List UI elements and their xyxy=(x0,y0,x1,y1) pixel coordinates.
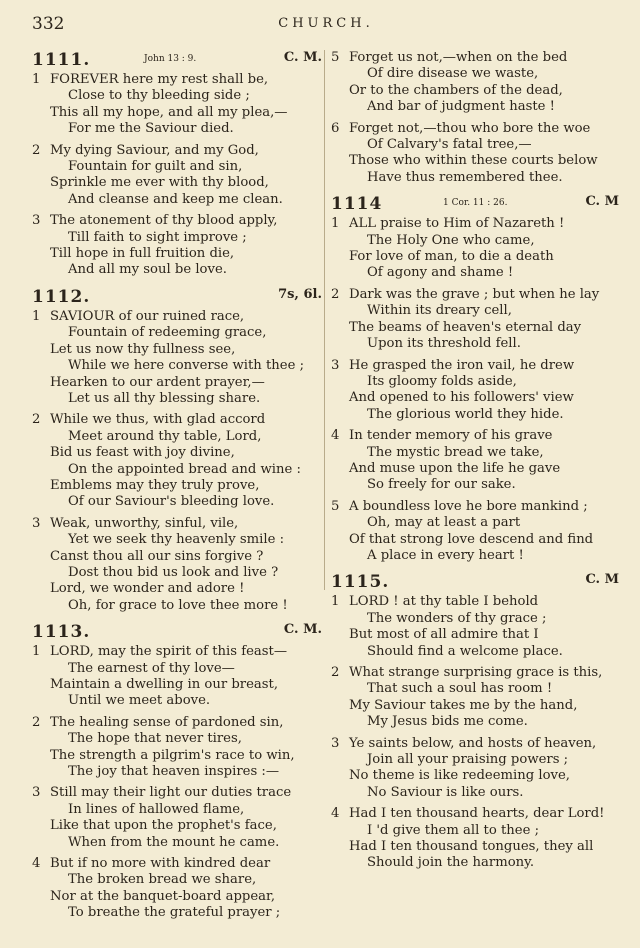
verse-number: 3 xyxy=(32,213,41,229)
verse-line xyxy=(32,192,322,208)
stanza xyxy=(331,499,619,565)
hymn-header xyxy=(331,194,619,214)
verse-line xyxy=(32,375,322,391)
verse-line xyxy=(32,835,322,851)
verse-text: But most of all admire that I xyxy=(349,627,539,643)
verse-line xyxy=(32,325,322,341)
verse-text: A place in every heart ! xyxy=(367,547,524,563)
verse-line xyxy=(331,170,619,186)
verse-text: The wonders of thy grace ; xyxy=(367,610,547,626)
verse-text: And all my soul be love. xyxy=(68,262,227,278)
hymn-number: 1113. xyxy=(32,622,91,643)
verse-line xyxy=(331,265,619,281)
verse-number: 3 xyxy=(331,735,340,751)
verse-number: 2 xyxy=(32,714,41,730)
hymn-number: 1112. xyxy=(32,286,91,307)
verse-line xyxy=(32,429,322,445)
verse-text: In tender memory of his grave xyxy=(349,428,553,444)
verse-text: The Holy One who came, xyxy=(367,232,535,248)
verse-line xyxy=(32,175,322,191)
verse-line xyxy=(32,246,322,262)
verse-line xyxy=(32,818,322,834)
verse-text: Dark was the grave ; but when he lay xyxy=(349,286,600,302)
verse-number: 3 xyxy=(32,515,41,531)
verse-line xyxy=(32,785,322,801)
verse-text: And bar of judgment haste ! xyxy=(367,99,555,115)
verse-text: What strange surprising grace is this, xyxy=(349,665,603,680)
verse-line xyxy=(32,412,322,428)
verse-line xyxy=(32,72,322,88)
verse-line xyxy=(331,594,619,610)
hymn-header xyxy=(32,622,322,642)
verse-line xyxy=(32,872,322,888)
verse-text: Of that strong love descend and find xyxy=(349,531,594,547)
verse-text: The joy that heaven inspires :— xyxy=(68,764,280,780)
verse-text: And cleanse and keep me clean. xyxy=(68,191,283,207)
verse-text: Forget not,—thou who bore the woe xyxy=(349,120,591,136)
verse-number: 2 xyxy=(331,286,340,302)
verse-line xyxy=(32,143,322,159)
verse-line xyxy=(331,407,619,423)
stanza xyxy=(331,358,619,424)
stanza xyxy=(32,715,322,781)
verse-number: 1 xyxy=(32,72,41,87)
verse-text: Sprinkle me ever with thy blood, xyxy=(50,175,269,191)
verse-number: 3 xyxy=(331,357,340,373)
verse-line xyxy=(331,216,619,232)
hymn xyxy=(331,50,619,186)
hymn-meter: C. M xyxy=(585,194,619,210)
verse-text: The healing sense of pardoned sin, xyxy=(50,714,284,730)
stanza xyxy=(331,736,619,802)
hymn xyxy=(32,287,322,614)
verse-text: Fountain of redeeming grace, xyxy=(68,325,267,341)
stanza xyxy=(32,72,322,138)
verse-text: So freely for our sake. xyxy=(367,477,516,493)
verse-text: In lines of hallowed flame, xyxy=(68,801,245,817)
verse-number: 2 xyxy=(32,142,41,158)
verse-line xyxy=(32,462,322,478)
verse-line xyxy=(32,661,322,677)
verse-line xyxy=(331,477,619,493)
verse-number: 6 xyxy=(331,120,340,136)
hymn-meter: 7s, 6l. xyxy=(278,286,322,302)
verse-text: Let us all thy blessing share. xyxy=(68,390,261,406)
verse-line xyxy=(331,644,619,660)
verse-line xyxy=(331,445,619,461)
stanza xyxy=(32,516,322,614)
verse-line xyxy=(32,598,322,614)
verse-line xyxy=(32,532,322,548)
verse-number: 2 xyxy=(331,665,340,680)
verse-text: Of agony and shame ! xyxy=(367,265,514,281)
verse-text: SAVIOUR of our ruined race, xyxy=(50,308,245,324)
verse-line xyxy=(331,839,619,855)
stanza xyxy=(331,806,619,872)
right-column xyxy=(331,50,619,880)
verse-text: Canst thou all our sins forgive ? xyxy=(50,548,264,564)
verse-text: When from the mount he came. xyxy=(68,834,280,850)
verse-text: Weak, unworthy, sinful, vile, xyxy=(50,515,239,531)
verse-line xyxy=(331,320,619,336)
stanza xyxy=(331,287,619,353)
verse-text: For me the Saviour died. xyxy=(68,121,234,137)
verse-line xyxy=(331,806,619,822)
verse-line xyxy=(331,121,619,137)
verse-number: 5 xyxy=(331,50,340,65)
verse-line xyxy=(331,249,619,265)
verse-text: Close to thy bleeding side ; xyxy=(68,88,250,104)
stanza xyxy=(331,121,619,187)
verse-text: Within its dreary cell, xyxy=(367,303,512,319)
verse-number: 4 xyxy=(331,428,340,444)
verse-line xyxy=(331,785,619,801)
verse-number: 4 xyxy=(32,856,41,872)
verse-line xyxy=(32,905,322,921)
verse-text: Emblems may they truly prove, xyxy=(50,477,260,493)
verse-text: While we thus, with glad accord xyxy=(50,412,266,428)
running-head: CHURCH. xyxy=(278,16,374,31)
verse-text: And opened to his followers' view xyxy=(349,390,574,406)
verse-line xyxy=(32,478,322,494)
verse-text: Dost thou bid us look and live ? xyxy=(68,564,279,580)
verse-text: No Saviour is like ours. xyxy=(367,784,524,800)
verse-line xyxy=(32,213,322,229)
verse-line xyxy=(32,549,322,565)
verse-text: On the appointed bread and wine : xyxy=(68,461,301,477)
verse-line xyxy=(32,715,322,731)
verse-text: Let us now thy fullness see, xyxy=(50,341,236,357)
verse-line xyxy=(32,342,322,358)
hymn-number: 1114 xyxy=(331,194,383,215)
verse-text: Oh, may at least a part xyxy=(367,515,521,531)
verse-line xyxy=(32,693,322,709)
verse-text: Bid us feast with joy divine, xyxy=(50,445,235,461)
verse-line xyxy=(331,611,619,627)
verse-text: Had I ten thousand hearts, dear Lord! xyxy=(349,806,605,822)
verse-line xyxy=(331,752,619,768)
hymn-meter: C. M. xyxy=(283,622,322,638)
verse-line xyxy=(32,677,322,693)
verse-text: Hearken to our ardent prayer,— xyxy=(50,374,265,390)
verse-text: For love of man, to die a death xyxy=(349,249,554,265)
verse-text: LORD ! at thy table I behold xyxy=(349,594,539,610)
verse-line xyxy=(331,137,619,153)
page-header xyxy=(32,14,620,36)
verse-line xyxy=(331,303,619,319)
scripture-reference: 1 Cor. 11 : 26. xyxy=(443,198,508,209)
verse-text: FOREVER here my rest shall be, xyxy=(50,72,269,87)
verse-line xyxy=(331,358,619,374)
verse-text: Upon its threshold fell. xyxy=(367,336,521,352)
verse-number: 2 xyxy=(32,412,41,428)
verse-line xyxy=(32,494,322,510)
verse-text: And muse upon the life he gave xyxy=(349,460,561,476)
verse-text: Of our Saviour's bleeding love. xyxy=(68,494,275,510)
hymn-number: 1115. xyxy=(331,572,390,593)
verse-line xyxy=(32,159,322,175)
verse-text: Or to the chambers of the dead, xyxy=(349,82,563,98)
verse-line xyxy=(32,445,322,461)
verse-text: While we here converse with thee ; xyxy=(68,358,305,374)
verse-line xyxy=(32,121,322,137)
verse-number: 1 xyxy=(331,594,340,610)
verse-line xyxy=(32,748,322,764)
verse-text: Still may their light our duties trace xyxy=(50,785,292,801)
verse-text: The glorious world they hide. xyxy=(367,406,564,422)
verse-text: My Jesus bids me come. xyxy=(367,714,528,730)
verse-text: But if no more with kindred dear xyxy=(50,856,271,872)
verse-line xyxy=(331,736,619,752)
verse-line xyxy=(331,499,619,515)
verse-text: Forget us not,—when on the bed xyxy=(349,50,568,65)
verse-line xyxy=(331,768,619,784)
verse-number: 1 xyxy=(32,644,41,660)
verse-line xyxy=(331,681,619,697)
verse-text: Lord, we wonder and adore ! xyxy=(50,581,245,597)
verse-line xyxy=(32,731,322,747)
verse-line xyxy=(331,336,619,352)
page-number: 332 xyxy=(32,14,65,34)
verse-line xyxy=(331,83,619,99)
verse-text: Its gloomy folds aside, xyxy=(367,373,517,389)
stanza xyxy=(32,309,322,407)
verse-text: A boundless love he bore mankind ; xyxy=(349,498,588,514)
verse-text: To breathe the grateful prayer ; xyxy=(68,905,281,921)
verse-number: 1 xyxy=(331,216,340,232)
verse-text: The hope that never tires, xyxy=(68,731,242,747)
verse-text: The mystic bread we take, xyxy=(367,444,544,460)
verse-line xyxy=(32,391,322,407)
verse-text: The earnest of thy love— xyxy=(68,660,235,676)
verse-line xyxy=(32,856,322,872)
verse-text: ALL praise to Him of Nazareth ! xyxy=(349,216,565,232)
verse-number: 1 xyxy=(32,308,41,324)
verse-text: Ye saints below, and hosts of heaven, xyxy=(349,735,597,751)
verse-line xyxy=(32,262,322,278)
verse-line xyxy=(32,581,322,597)
verse-line xyxy=(331,855,619,871)
hymn-header xyxy=(32,287,322,307)
verse-text: Until we meet above. xyxy=(68,693,211,709)
verse-line xyxy=(32,802,322,818)
verse-text: Nor at the banquet-board appear, xyxy=(50,888,276,904)
verse-text: Those who within these courts below xyxy=(349,153,598,169)
verse-text: The strength a pilgrim's race to win, xyxy=(50,747,295,763)
verse-text: Maintain a dwelling in our breast, xyxy=(50,677,279,692)
stanza xyxy=(32,785,322,851)
verse-line xyxy=(32,230,322,246)
verse-line xyxy=(331,627,619,643)
hymn-meter: C. M xyxy=(585,572,619,588)
verse-line xyxy=(331,374,619,390)
verse-line xyxy=(331,233,619,249)
verse-text: Like that upon the prophet's face, xyxy=(50,818,277,834)
stanza xyxy=(331,428,619,494)
verse-line xyxy=(331,548,619,564)
verse-text: No theme is like redeeming love, xyxy=(349,768,570,784)
verse-line xyxy=(32,105,322,121)
stanza xyxy=(32,143,322,209)
verse-line xyxy=(32,644,322,660)
stanza xyxy=(32,856,322,922)
hymn-header xyxy=(331,572,619,592)
verse-text: That such a soul has room ! xyxy=(367,681,553,697)
hymn-header xyxy=(32,50,322,70)
verse-text: He grasped the iron vail, he drew xyxy=(349,357,575,373)
verse-text: This all my hope, and all my plea,— xyxy=(50,104,288,120)
verse-line xyxy=(32,565,322,581)
verse-line xyxy=(331,390,619,406)
verse-text: Oh, for grace to love thee more ! xyxy=(68,597,288,613)
verse-line xyxy=(32,516,322,532)
stanza xyxy=(331,665,619,731)
hymn-number: 1111. xyxy=(32,50,91,70)
stanza xyxy=(331,216,619,282)
verse-line xyxy=(331,50,619,66)
verse-text: The atonement of thy blood apply, xyxy=(50,213,278,229)
verse-text: LORD, may the spirit of this feast— xyxy=(50,644,288,660)
verse-line xyxy=(331,428,619,444)
verse-text: Meet around thy table, Lord, xyxy=(68,428,262,444)
verse-text: Had I ten thousand tongues, they all xyxy=(349,839,594,855)
hymn xyxy=(331,572,619,872)
verse-line xyxy=(331,461,619,477)
verse-line xyxy=(331,66,619,82)
verse-line xyxy=(32,309,322,325)
verse-text: I 'd give them all to thee ; xyxy=(367,822,540,838)
verse-text: Fountain for guilt and sin, xyxy=(68,159,243,175)
verse-line xyxy=(331,153,619,169)
verse-text: The beams of heaven's eternal day xyxy=(349,319,582,335)
verse-text: Yet we seek thy heavenly smile : xyxy=(68,532,285,548)
verse-line xyxy=(331,698,619,714)
stanza xyxy=(32,412,322,510)
verse-text: The broken bread we share, xyxy=(68,872,257,888)
verse-text: Till faith to sight improve ; xyxy=(68,229,247,245)
verse-line xyxy=(32,764,322,780)
stanza xyxy=(32,213,322,279)
verse-line xyxy=(331,714,619,730)
verse-text: Should find a welcome place. xyxy=(367,643,563,659)
verse-line xyxy=(32,88,322,104)
verse-line xyxy=(32,889,322,905)
stanza xyxy=(331,594,619,660)
verse-line xyxy=(331,515,619,531)
verse-text: Of Calvary's fatal tree,— xyxy=(367,137,532,153)
verse-text: Have thus remembered thee. xyxy=(367,169,563,185)
verse-text: My Saviour takes me by the hand, xyxy=(349,697,578,713)
verse-text: Should join the harmony. xyxy=(367,855,535,871)
scripture-reference: John 13 : 9. xyxy=(144,54,197,64)
left-column xyxy=(32,50,322,930)
verse-line xyxy=(32,358,322,374)
verse-line xyxy=(331,99,619,115)
verse-line xyxy=(331,532,619,548)
verse-number: 5 xyxy=(331,498,340,514)
verse-text: My dying Saviour, and my God, xyxy=(50,142,259,158)
verse-line xyxy=(331,665,619,681)
verse-text: Of dire disease we waste, xyxy=(367,66,539,82)
verse-number: 4 xyxy=(331,806,340,822)
verse-number: 3 xyxy=(32,785,41,801)
verse-text: Till hope in full fruition die, xyxy=(50,246,235,262)
verse-text: Join all your praising powers ; xyxy=(367,752,569,768)
stanza xyxy=(331,50,619,116)
hymn xyxy=(32,50,322,279)
hymn xyxy=(331,194,619,564)
stanza xyxy=(32,644,322,710)
verse-line xyxy=(331,823,619,839)
hymn-meter: C. M. xyxy=(283,50,322,65)
verse-line xyxy=(331,287,619,303)
hymn xyxy=(32,622,322,922)
